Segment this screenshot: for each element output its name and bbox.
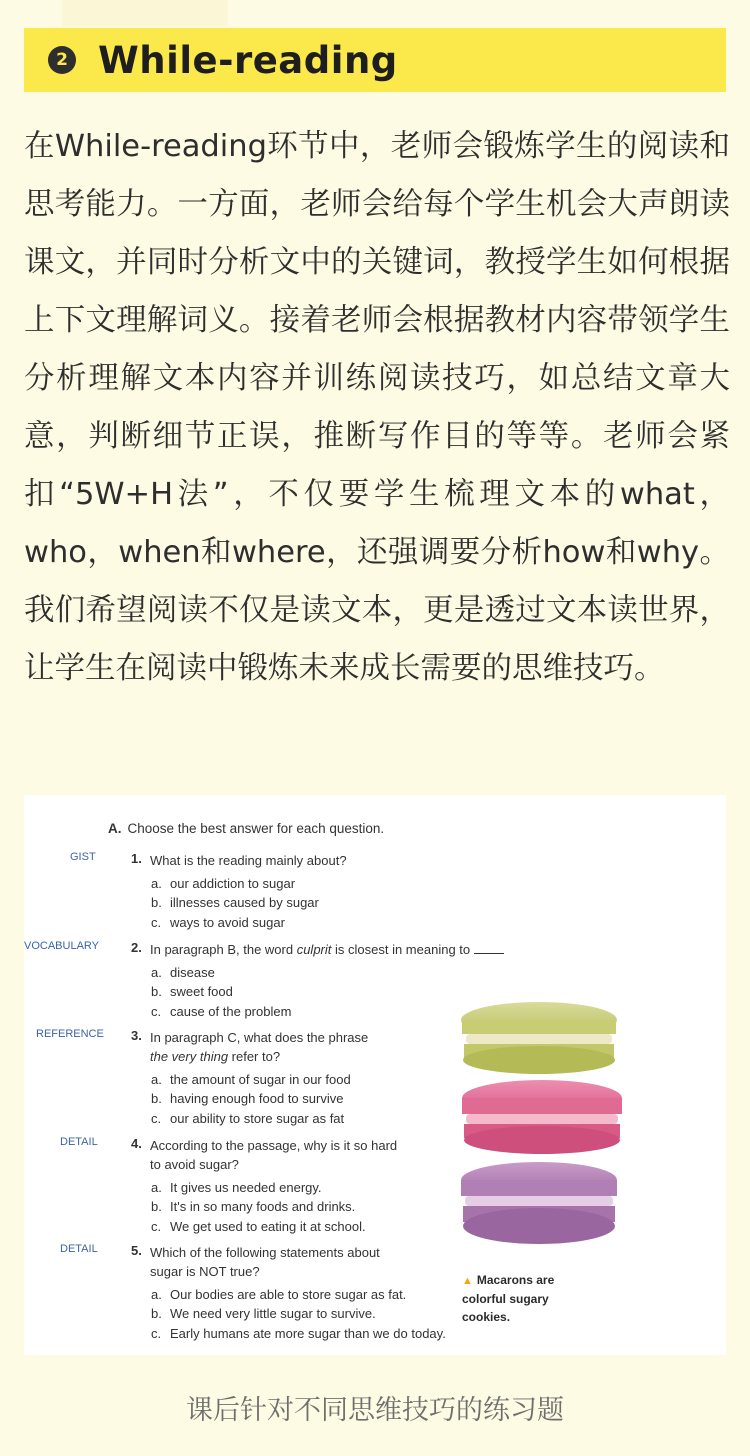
instruction-text: Choose the best answer for each question.: [127, 821, 385, 836]
option: a. It gives us needed energy.: [151, 1180, 322, 1195]
options: [151, 1285, 491, 1343]
question-tag: DETAIL: [60, 1136, 98, 1148]
question-text: Which of the following statements about sugar is NOT true?: [150, 1245, 380, 1279]
option: c. We get used to eating it at school.: [151, 1218, 366, 1234]
worksheet-image: [24, 795, 726, 1355]
question-tag: GIST: [70, 851, 96, 863]
section-letter: A.: [108, 821, 122, 836]
pink-macaron: [462, 1080, 622, 1154]
image-caption: ▲ Macarons are colorful sugary cookies.: [462, 1273, 555, 1324]
question-number: 3.: [131, 1028, 142, 1043]
option: c. ways to avoid sugar: [151, 914, 285, 930]
section-number-badge: 2: [48, 46, 76, 74]
green-macaron: [461, 1002, 617, 1074]
question-text: According to the passage, why is it so hard to avoid sugar?: [150, 1138, 398, 1172]
question-text: In paragraph C, what does the phrase the very thing refer to?: [150, 1030, 369, 1064]
question-number: 5.: [131, 1243, 142, 1258]
question-tag: DETAIL: [60, 1243, 98, 1255]
options: [151, 1178, 491, 1236]
options: [151, 963, 491, 1021]
option: a. Our bodies are able to store sugar as fat.: [151, 1287, 407, 1302]
option: b. We need very little sugar to survive.: [151, 1306, 376, 1322]
question-text: What is the reading mainly about?: [150, 853, 347, 868]
intro-paragraph: 在While-reading环节中，老师会锻炼学生的阅读和思考能力。一方面，老师会给每个学生机会大声朗读课文，并同时分析文中的关键词，教授学生如何根据上下文理解词义。接着老师会根据教材内容带领学生分析理解文本内容并训练阅读技巧，如总结文章大意，判断细节正误，推断写作目的等等。老师会紧扣“5W+H法”，不仅要学生梳理文本的what，who，when和where，还强调要分析how和why。我们希望阅读不仅是读文本，更是透过文本读世界，让学生在阅读中锻炼未来成长需要的思维技巧。: [24, 129, 730, 686]
purple-macaron: [461, 1162, 617, 1244]
question-text: In paragraph B, the word culprit is closest in meaning to: [150, 940, 550, 959]
question-number: 1.: [131, 851, 142, 866]
macarons-illustration: [454, 1000, 624, 1255]
option: c. our ability to store sugar as fat: [151, 1110, 345, 1126]
option: b. It's in so many foods and drinks.: [151, 1199, 356, 1215]
question-tag: VOCABULARY: [24, 940, 99, 952]
top-tab-strip: [62, 0, 228, 26]
triangle-up-icon: ▲: [462, 1275, 473, 1287]
option: b. sweet food: [151, 984, 233, 1000]
option: b. illnesses caused by sugar: [151, 895, 319, 911]
question-tag: REFERENCE: [36, 1028, 104, 1040]
worksheet-instruction: [108, 821, 384, 836]
section-header: [24, 28, 726, 92]
question-number: 2.: [131, 940, 142, 955]
footer-caption: 课后针对不同思维技巧的练习题: [186, 1395, 564, 1426]
options: [151, 874, 491, 932]
option: b. having enough food to survive: [151, 1091, 344, 1107]
section-title: While-reading: [98, 38, 398, 82]
option: c. Early humans ate more sugar than we do today.: [151, 1325, 446, 1341]
option: a. disease: [151, 965, 215, 980]
option: c. cause of the problem: [151, 1003, 292, 1019]
question-number: 4.: [131, 1136, 142, 1151]
option: a. our addiction to sugar: [151, 876, 296, 891]
option: a. the amount of sugar in our food: [151, 1072, 351, 1087]
options: [151, 1070, 491, 1128]
